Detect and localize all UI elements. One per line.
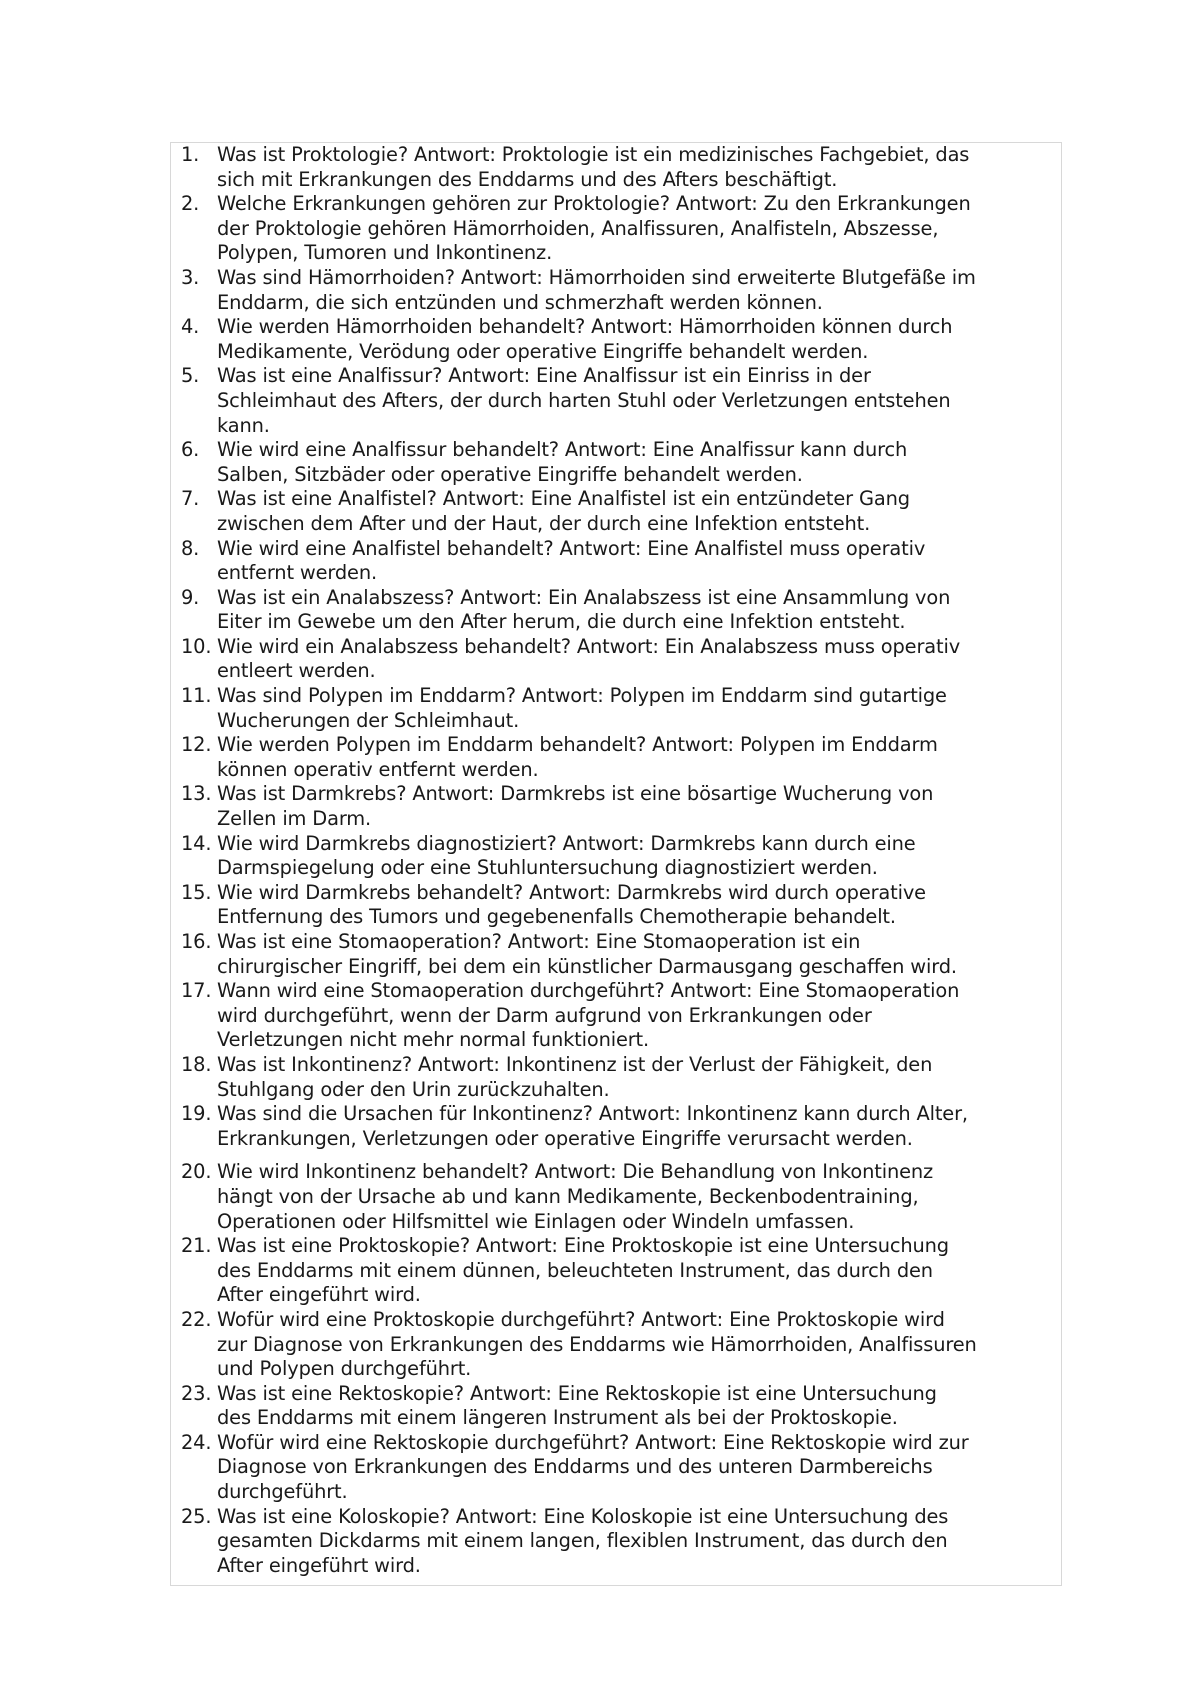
list-item-number: 8. [181,536,200,560]
list-item-number: 11. [181,684,212,708]
list-item-text-line: Was ist Inkontinenz? Antwort: Inkontinenz ist der Verlust der Fähigkeit, den [217,1052,933,1076]
list-item-number: 15. [181,880,212,904]
list-item [181,1234,1067,1308]
list-item-number: 5. [181,364,200,388]
list-item [181,832,1067,881]
list-item [181,487,1067,536]
list-item [181,315,1067,364]
list-item-text-line: chirurgischer Eingriff, bei dem ein künstlicher Darmausgang geschaffen wird. [217,954,957,978]
list-item [181,1160,1067,1234]
list-item-text-line: Schleimhaut des Afters, der durch harten Stuhl oder Verletzungen entstehen [217,388,951,412]
list-item-text-line: entleert werden. [217,659,376,683]
list-item [181,1102,1067,1151]
list-item [181,930,1067,979]
list-item-text-line: zwischen dem After und der Haut, der durch eine Infektion entsteht. [217,511,871,535]
list-item-text-line: gesamten Dickdarms mit einem langen, flexiblen Instrument, das durch den [217,1529,948,1553]
list-item-number: 1. [181,143,200,166]
list-item-text-line: Verletzungen nicht mehr normal funktioniert. [217,1028,650,1052]
list-item-text-line: Was ist eine Stomaoperation? Antwort: Eine Stomaoperation ist ein [217,930,861,953]
list-item-text-line: Was ist eine Koloskopie? Antwort: Eine Koloskopie ist eine Untersuchung des [217,1504,949,1528]
list-item-text-line: Was ist eine Analfistel? Antwort: Eine Analfistel ist ein entzündeter Gang [217,487,910,511]
list-item-number: 4. [181,315,200,339]
list-item-number: 6. [181,438,200,462]
list-item-text-line: Polypen, Tumoren und Inkontinenz. [217,241,553,265]
list-item-number: 23. [181,1381,212,1405]
list-item-text-line: Was sind die Ursachen für Inkontinenz? Antwort: Inkontinenz kann durch Alter, [217,1102,968,1126]
list-item [181,586,1067,635]
list-item-text-line: After eingeführt wird. [217,1283,421,1307]
list-item [181,537,1067,586]
list-item-text-line: Was ist eine Analfissur? Antwort: Eine Analfissur ist ein Einriss in der [217,364,871,388]
list-item-text-line: Wofür wird eine Proktoskopie durchgeführt? Antwort: Eine Proktoskopie wird [217,1307,945,1331]
list-item-text-line: Wie wird Darmkrebs behandelt? Antwort: Darmkrebs wird durch operative [217,880,926,904]
list-item-text-line: sich mit Erkrankungen des Enddarms und des Afters beschäftigt. [217,167,838,191]
list-item [181,143,1067,192]
list-item [181,266,1067,315]
list-item-text-line: Was ist ein Analabszess? Antwort: Ein Analabszess ist eine Ansammlung von [217,585,951,609]
list-item [181,1431,1067,1505]
list-item-text-line: Enddarm, die sich entzünden und schmerzhaft werden können. [217,290,823,314]
list-item-text-line: Diagnose von Erkrankungen des Enddarms und des unteren Darmbereichs [217,1455,933,1479]
list-item-number: 19. [181,1102,212,1126]
list-item-text-line: Wucherungen der Schleimhaut. [217,708,520,732]
list-item [181,1382,1067,1431]
list-item-text-line: Zellen im Darm. [217,807,372,831]
list-item-text-line: hängt von der Ursache ab und kann Medikamente, Beckenbodentraining, [217,1184,919,1208]
list-item-text-line: Was sind Polypen im Enddarm? Antwort: Polypen im Enddarm sind gutartige [217,684,947,708]
list-item-number: 17. [181,979,212,1003]
faq-list [181,143,1067,1578]
list-item-text-line: Wie werden Polypen im Enddarm behandelt? Antwort: Polypen im Enddarm [217,733,938,757]
list-item-text-line: entfernt werden. [217,561,377,585]
list-item-text-line: und Polypen durchgeführt. [217,1357,472,1381]
list-item [181,684,1067,733]
list-item-number: 25. [181,1504,212,1528]
list-item-text-line: Was ist eine Proktoskopie? Antwort: Eine Proktoskopie ist eine Untersuchung [217,1234,949,1258]
list-item [181,1053,1067,1102]
list-item-text-line: durchgeführt. [217,1480,348,1504]
list-item-text-line: Erkrankungen, Verletzungen oder operative Eingriffe verursacht werden. [217,1126,913,1150]
list-item-text-line: des Enddarms mit einem längeren Instrument als bei der Proktoskopie. [217,1406,898,1430]
list-item-text-line: Was ist eine Rektoskopie? Antwort: Eine Rektoskopie ist eine Untersuchung [217,1381,937,1405]
text-frame [170,142,1062,1586]
list-item [181,364,1067,438]
list-item-number: 20. [181,1160,212,1184]
list-item [181,1505,1067,1579]
list-item-number: 12. [181,733,212,757]
list-item-text-line: des Enddarms mit einem dünnen, beleuchteten Instrument, das durch den [217,1258,933,1282]
list-item-text-line: Welche Erkrankungen gehören zur Proktologie? Antwort: Zu den Erkrankungen [217,192,971,216]
list-item-text-line: wird durchgeführt, wenn der Darm aufgrund von Erkrankungen oder [217,1003,872,1027]
list-item-text-line: können operativ entfernt werden. [217,757,539,781]
list-item-text-line: After eingeführt wird. [217,1553,421,1577]
list-item-number: 9. [181,585,200,609]
list-item-text-line: Wie wird eine Analfistel behandelt? Antwort: Eine Analfistel muss operativ [217,536,926,560]
list-item-text-line: Stuhlgang oder den Urin zurückzuhalten. [217,1077,610,1101]
list-item-text-line: Wie wird Darmkrebs diagnostiziert? Antwort: Darmkrebs kann durch eine [217,831,916,855]
list-item-number: 13. [181,782,212,806]
list-item-text-line: Medikamente, Verödung oder operative Eingriffe behandelt werden. [217,339,869,363]
list-item-number: 3. [181,265,200,289]
list-item [181,782,1067,831]
list-item-number: 16. [181,930,212,953]
list-item-text-line: Wofür wird eine Rektoskopie durchgeführt? Antwort: Eine Rektoskopie wird zur [217,1430,969,1454]
list-item-number: 7. [181,487,200,511]
list-item-text-line: Wie wird Inkontinenz behandelt? Antwort: Die Behandlung von Inkontinenz [217,1160,934,1184]
list-item-text-line: der Proktologie gehören Hämorrhoiden, Analfissuren, Analfisteln, Abszesse, [217,216,939,240]
list-item-text-line: Was ist Proktologie? Antwort: Proktologie ist ein medizinisches Fachgebiet, das [217,143,970,166]
list-item-number: 2. [181,192,200,216]
list-item-number: 24. [181,1430,212,1454]
list-item-text-line: zur Diagnose von Erkrankungen des Enddarms wie Hämorrhoiden, Analfissuren [217,1332,977,1356]
list-item [181,979,1067,1053]
list-item-number: 22. [181,1307,212,1331]
list-item-text-line: Operationen oder Hilfsmittel wie Einlagen oder Windeln umfassen. [217,1209,855,1233]
list-item [181,192,1067,266]
list-item-text-line: Wie wird ein Analabszess behandelt? Antwort: Ein Analabszess muss operativ [217,634,961,658]
list-item-text-line: Darmspiegelung oder eine Stuhluntersuchung diagnostiziert werden. [217,856,878,880]
list-item-text-line: Wie werden Hämorrhoiden behandelt? Antwort: Hämorrhoiden können durch [217,315,953,339]
list-item [181,438,1067,487]
list-item-text-line: Wie wird eine Analfissur behandelt? Antwort: Eine Analfissur kann durch [217,438,908,462]
list-item-number: 14. [181,831,212,855]
list-item [181,881,1067,930]
list-item-text-line: Was ist Darmkrebs? Antwort: Darmkrebs ist eine bösartige Wucherung von [217,782,934,806]
list-item-text-line: Salben, Sitzbäder oder operative Eingriffe behandelt werden. [217,462,803,486]
list-item-text-line: Eiter im Gewebe um den After herum, die durch eine Infektion entsteht. [217,610,906,634]
list-item-text-line: Was sind Hämorrhoiden? Antwort: Hämorrhoiden sind erweiterte Blutgefäße im [217,265,976,289]
list-item-text-line: kann. [217,413,270,437]
list-item [181,1308,1067,1382]
list-item-number: 21. [181,1234,212,1258]
list-item-number: 18. [181,1052,212,1076]
list-item [181,635,1067,684]
list-item-number: 10. [181,634,212,658]
list-item-text-line: Entfernung des Tumors und gegebenenfalls Chemotherapie behandelt. [217,905,896,929]
list-item [181,733,1067,782]
list-item-text-line: Wann wird eine Stomaoperation durchgeführt? Antwort: Eine Stomaoperation [217,979,960,1003]
